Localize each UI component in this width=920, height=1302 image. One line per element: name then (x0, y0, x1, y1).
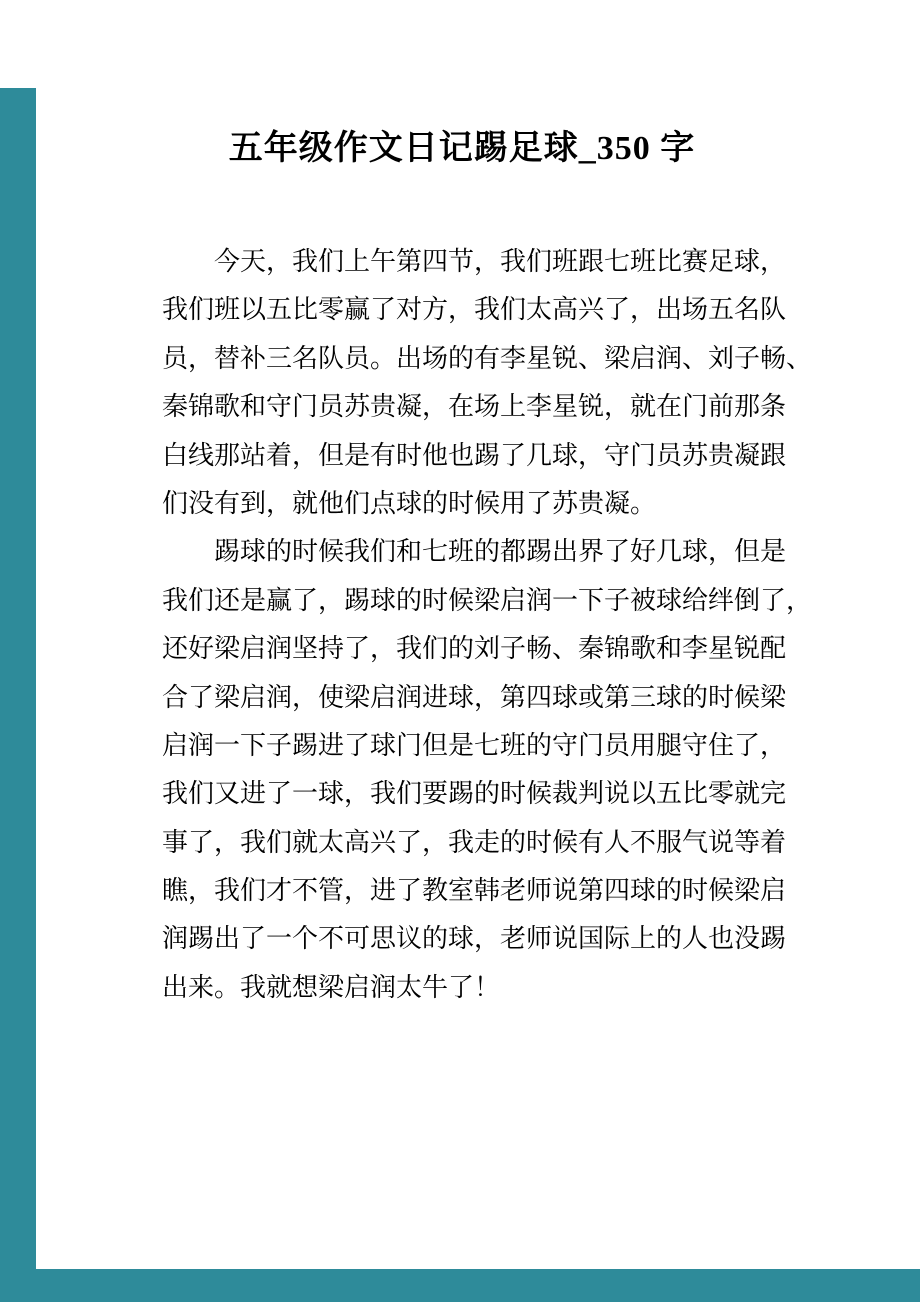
viewer-background-left-band (0, 88, 36, 1302)
text-line: 事了，我们就太高兴了，我走的时候有人不服气说等着 (162, 827, 787, 857)
essay-title: 五年级作文日记踢足球_350 字 (228, 130, 696, 167)
text-line: 秦锦歌和守门员苏贵凝，在场上李星锐，就在门前那条 (162, 392, 787, 422)
text-line: 我们又进了一球，我们要踢的时候裁判说以五比零就完 (162, 779, 787, 809)
text-line: 启润一下子踢进了球门但是七班的守门员用腿守住了， (162, 730, 787, 760)
viewer-background-bottom-band (0, 1269, 920, 1302)
text-line: 合了梁启润，使梁启润进球，第四球或第三球的时候梁 (162, 682, 787, 712)
text-line: 今天，我们上午第四节，我们班跟七班比赛足球， (162, 247, 787, 276)
text-line: 白线那站着，但是有时他也踢了几球，守门员苏贵凝跟 (162, 440, 787, 470)
text-line: 润踢出了一个不可思议的球，老师说国际上的人也没踢 (162, 924, 787, 954)
paragraph-1 (162, 238, 813, 528)
content-column (162, 0, 813, 1012)
text-line: 我们还是赢了，踢球的时候梁启润一下子被球给绊倒了， (162, 585, 813, 615)
text-line: 还好梁启润坚持了，我们的刘子畅、秦锦歌和李星锐配 (162, 634, 787, 664)
text-line: 我们班以五比零赢了对方，我们太高兴了，出场五名队 (162, 295, 787, 325)
text-line: 出来。我就想梁启润太牛了！ (162, 972, 501, 1002)
essay-body (162, 238, 813, 1012)
text-line: 瞧，我们才不管，进了教室韩老师说第四球的时候梁启 (162, 876, 787, 906)
text-line: 们没有到，就他们点球的时候用了苏贵凝。 (162, 488, 657, 518)
text-line: 员，替补三名队员。出场的有李星锐、梁启润、刘子畅、 (162, 343, 813, 373)
paragraph-2 (162, 528, 813, 1012)
text-line: 踢球的时候我们和七班的都踢出界了好几球，但是 (162, 537, 787, 567)
document-page (36, 0, 920, 1269)
